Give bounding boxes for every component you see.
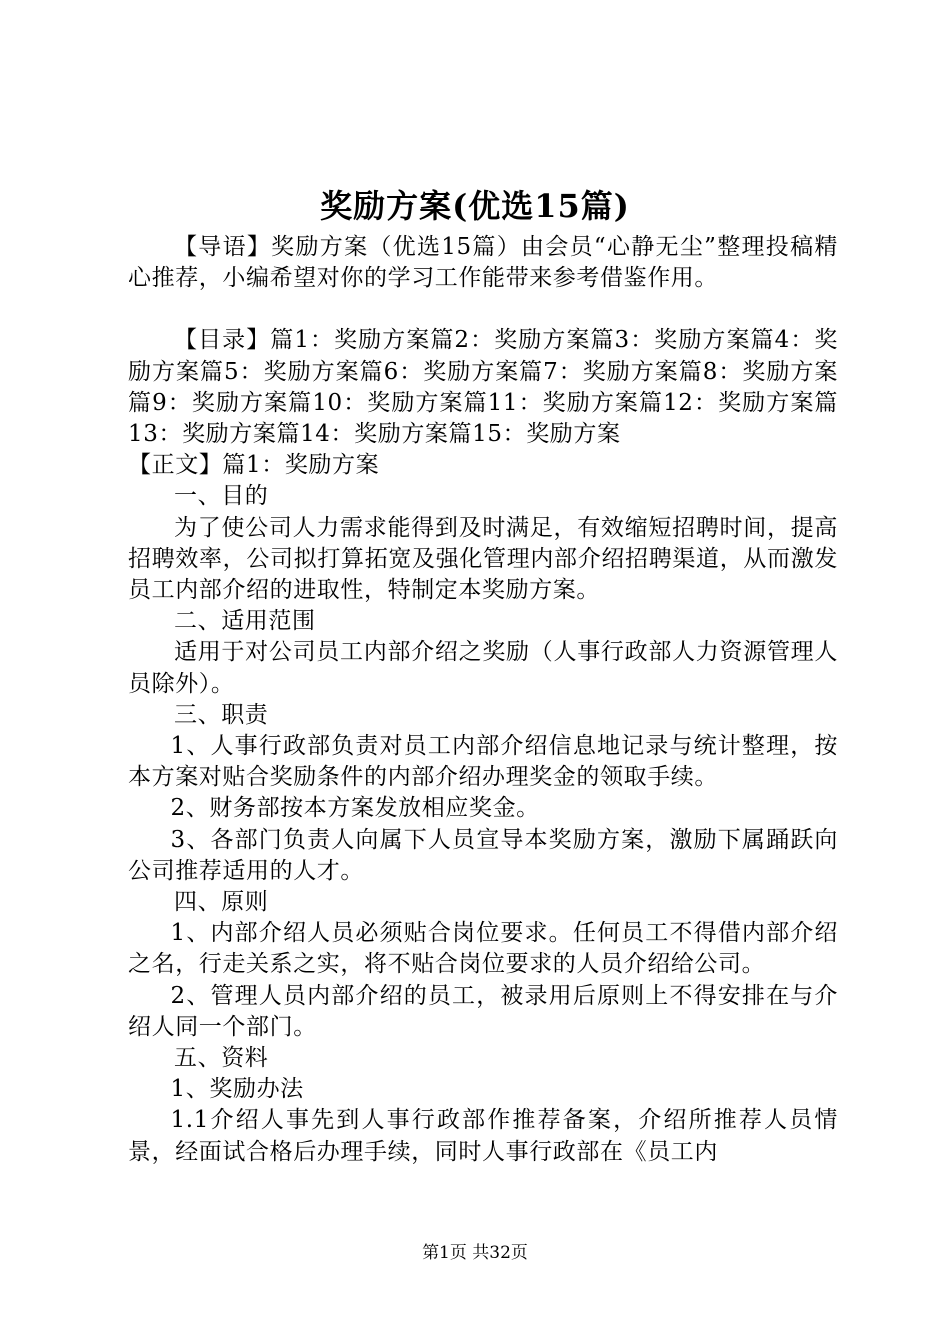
paragraph-principle-2: 2、管理人员内部介绍的员工，被录用后原则上不得安排在与介绍人同一个部门。: [128, 982, 838, 1040]
paragraph-reward-1-1: 1.1介绍人事先到人事行政部作推荐备案，介绍所推荐人员情景，经面试合格后办理手续，同时人事行政部在《员工内: [128, 1107, 838, 1165]
paragraph-gap: [128, 294, 838, 325]
body-start-heading: 【正文】篇1：奖励方案: [128, 452, 380, 479]
document-title: 奖励方案(优选15篇): [320, 187, 630, 225]
paragraph-purpose: 为了使公司人力需求能得到及时满足，有效缩短招聘时间，提高招聘效率，公司拟打算拓宽及强化管理内部介绍招聘渠道，从而激发员工内部介绍的进取性，特制定本奖励方案。: [128, 514, 838, 604]
section-heading-principles: 四、原则: [174, 889, 269, 916]
paragraph-duty-1: 1、人事行政部负责对员工内部介绍信息地记录与统计整理，按本方案对贴合奖励条件的内部介绍办理奖金的领取手续。: [128, 733, 838, 791]
paragraph-scope: 适用于对公司员工内部介绍之奖励（人事行政部人力资源管理人员除外）。: [128, 639, 838, 697]
section-heading-duties: 三、职责: [174, 701, 269, 728]
paragraph-duty-2: 2、财务部按本方案发放相应奖金。: [170, 795, 540, 822]
section-heading-purpose: 一、目的: [174, 483, 269, 510]
paragraph-duty-3: 3、各部门负责人向属下人员宣导本奖励方案，激励下属踊跃向公司推荐适用的人才。: [128, 826, 838, 884]
section-heading-scope: 二、适用范围: [174, 608, 316, 635]
paragraph-principle-1: 1、内部介绍人员必须贴合岗位要求。任何员工不得借内部介绍之名，行走关系之实，将不贴合岗位要求的人员介绍给公司。: [128, 920, 838, 978]
page-footer: 第1页 共32页: [422, 1243, 528, 1263]
section-heading-materials: 五、资料: [174, 1045, 269, 1072]
subsection-heading-reward-method: 1、奖励办法: [170, 1076, 304, 1103]
intro-paragraph: 【导语】奖励方案（优选15篇）由会员“心静无尘”整理投稿精心推荐，小编希望对你的学习工作能带来参考借鉴作用。: [128, 234, 838, 292]
document-body: [128, 232, 838, 1168]
table-of-contents: 【目录】篇1：奖励方案篇2：奖励方案篇3：奖励方案篇4：奖励方案篇5：奖励方案篇6：奖励方案篇7：奖励方案篇8：奖励方案篇9：奖励方案篇10：奖励方案篇11：奖励方案篇12：奖励方案篇13：奖励方案篇14：奖励方案篇15：奖励方案: [128, 327, 838, 448]
